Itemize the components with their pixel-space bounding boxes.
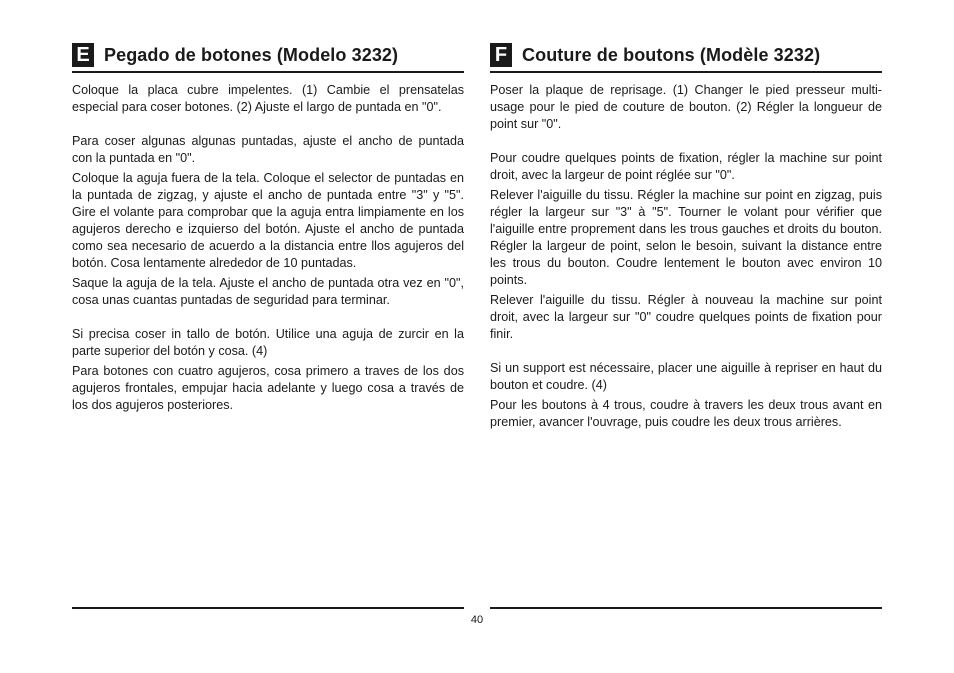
section-title: Couture de boutons (Modèle 3232) (522, 44, 821, 65)
language-badge: E (72, 43, 94, 67)
section-heading (490, 42, 882, 73)
footer-rule-left (72, 607, 464, 609)
paragraph: Poser la plaque de reprisage. (1) Changer le pied presseur multi-usage pour le pied de couture de bouton. (2) Régler la longueur de point sur "0". (490, 83, 882, 131)
paragraph: Pour coudre quelques points de fixation, régler la machine sur point droit, avec la largeur de point réglée sur "0". (490, 151, 882, 182)
paragraph: Pour les boutons à 4 trous, coudre à travers les deux trous avant en premier, avancer l'ouvrage, puis coudre les deux trous arrières. (490, 398, 882, 429)
language-badge: F (490, 43, 512, 67)
page-number: 40 (470, 614, 484, 626)
section-heading (72, 42, 464, 73)
spanish-section (72, 42, 464, 417)
footer-rule-right (490, 607, 882, 609)
paragraph: Para botones con cuatro agujeros, cosa primero a traves de los dos agujeros frontales, empujar hacia adelante y luego cosa a través de los dos agujeros posteriores. (72, 364, 464, 412)
french-section (490, 42, 882, 434)
paragraph: Si precisa coser in tallo de botón. Utilice una aguja de zurcir en la parte superior del botón y cosa. (4) (72, 327, 464, 358)
paragraph: Para coser algunas algunas puntadas, ajuste el ancho de puntada con la puntada en "0". (72, 134, 464, 165)
section-body (490, 82, 882, 431)
paragraph: Saque la aguja de la tela. Ajuste el ancho de puntada otra vez en "0", cosa unas cuantas puntadas de seguridad para terminar. (72, 276, 464, 307)
section-title: Pegado de botones (Modelo 3232) (104, 44, 399, 65)
paragraph: Coloque la aguja fuera de la tela. Coloque el selector de puntadas en la puntada de zigzag, y ajuste el ancho de puntada entre "3" y "5". Gire el volante para comprobar que la aguja entra limpiamente en los agujeros derecho e izquierso del botón. Ajuste el ancho de puntada como sea necesario de acuerdo a la distancia entre llos agujeros del botón. Cosa lentamente alrededor de 10 puntadas. (72, 171, 464, 270)
paragraph: Si un support est nécessaire, placer une aiguille à repriser en haut du bouton et coudre. (4) (490, 361, 882, 392)
paragraph: Relever l'aiguille du tissu. Régler la machine sur point en zigzag, puis régler la largeur sur "3" à "5". Tourner le volant pour vérifier que l'aiguille entre proprement dans les trous gauches et droits du bouton. Régler la largeur de point, selon le besoin, suivant la distance entre les trous du bouton. Coudre lentement le bouton avec environ 10 points. (490, 188, 882, 287)
paragraph: Relever l'aiguille du tissu. Régler à nouveau la machine sur point droit, avec la largeur sur "0" coudre quelques points de fixation pour finir. (490, 293, 882, 341)
paragraph: Coloque la placa cubre impelentes. (1) Cambie el prensatelas especial para coser botones. (2) Ajuste el largo de puntada en "0". (72, 83, 464, 114)
section-body (72, 82, 464, 414)
